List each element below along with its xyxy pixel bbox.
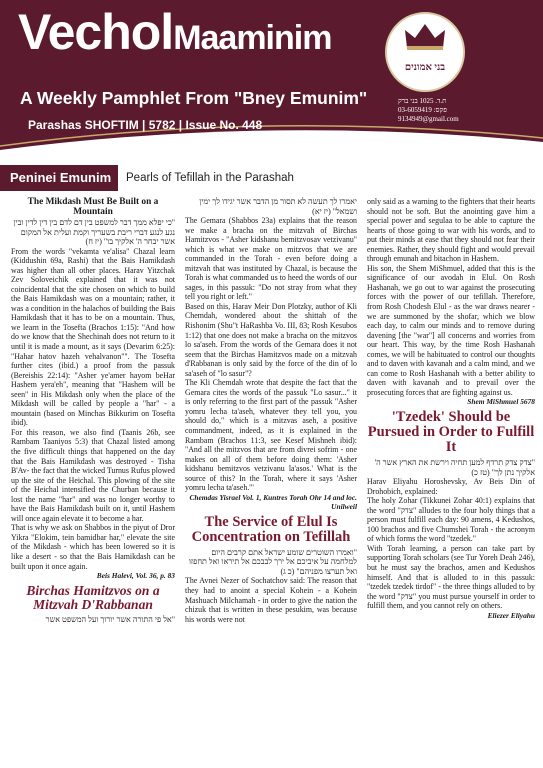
issue-line: Parashas SHOFTIM | 5782 | Issue No. 448: [28, 118, 263, 132]
article-heading: The Mikdash Must Be Built on a Mountain: [27, 197, 159, 217]
column-2: [185, 197, 357, 624]
source-citation: Eliezer Eliyahu: [487, 610, 535, 620]
contact-line: 9134949@gmail.com: [398, 115, 459, 123]
article-paragraph: That is why we ask on Shabbos in the piyut of Dror Yikra "Elokim, tein bamidbar har," elevate the site of the Mikdash - which has been lowered so it is like a desert - so that the Bais Hamikdash can be built upon it once again.: [11, 523, 175, 571]
hebrew-quote: יאמרו לך תעשה לא תסור מן הדבר אשר יגידו לך ימין ושמאל" (יז יא): [199, 197, 357, 216]
article-paragraph: The holy Zohar (Tikkunei Zohar 40:1) explains that the word "צדק" alludes to the four holy things that a person must fulfill each day: 90 amens, 4 Kedushos, 100 brachos and five Chumshei Torah - the acronym of which forms the word "tzedek.": [367, 496, 535, 544]
article-paragraph: With Torah learning, a person can take part by supporting Torah scholars (see Tur Yoreh Deah 246), but he must say the brachos, amen and Kedushos himself. And that is alluded to in this passuk: "tzedek tzedek tirdof" - the three things alluded to by the word "צדק" you must pursue yourself in order to fulfill them, and you cannot rely on others.: [367, 543, 536, 611]
article-heading: The Service of Elul Is Concentration on Tefillah: [191, 513, 351, 545]
logo-text: בני אמונים: [404, 62, 446, 73]
section-subtitle: Pearls of Tefillah in the Parashah: [126, 172, 294, 184]
article-paragraph: Harav Eliyahu Horoshevsky, Av Beis Din of Drohobich, explained:: [367, 477, 535, 496]
article-paragraph: His son, the Shem MiShmuel, added that this is the significance of our avodah in Elul. On Rosh Hashanah, we go out to war against the prosecuting forces with the power of our tefillah. Therefore, from Rosh Chodesh Elul - as the war draws nearer - we are summoned by the shofar, which we blow each day, to calm our minds and to remove during davening [the "war"] all concerns and worries from our heart. This way, by the time Rosh Hashanah comes, we will be habituated to control our thoughts and to daven with kavanah and a calm mind, and we can come to Rosh Hashanah with a better ability to daven with kavanah and to prevail over the prosecuting forces that are fighting against us.: [367, 263, 535, 397]
bney-emunim-logo: [385, 12, 465, 92]
article-paragraph: For this reason, we also find (Taanis 26b, see Rambam Taaniyos 5:3) that Chazal listed among the five difficult things that happened on the day that the Bais Hamikdash was destroyed - Tisha B'Av- the fact that the wicked Turnus Rufus plowed up the site of the Heichal. This plowing of the site of the Heichal intensified the Churban because it lost the name "har" and was no longer worthy to have the Bais Hamikdash built on it, until Hashem will once again elevate it to become a har.: [11, 427, 175, 523]
source-citation: Chemdas Yisrael Vol. 1, Kuntres Torah Ohr 14 and loc. Unilweil: [189, 492, 357, 512]
masthead-subtitle: A Weekly Pamphlet From "Bney Emunim": [20, 88, 368, 108]
article-paragraph: The Avnei Nezer of Sochatchov said: The reason that they had to anoint a special Kohein - a Kohein Mashuach Milchamah - in order to give the nation the chizuk that is written in these pesukim, was because his words were not: [185, 576, 357, 624]
column-3: [367, 197, 535, 620]
section-bar: [0, 165, 543, 191]
article-heading: Birchas Hamitzvos on a Mitzvah D'Rabbanan: [26, 582, 160, 612]
source-citation: Shem MiShmuel 5678: [467, 397, 535, 407]
contact-line: פקס: 03-6059419: [398, 106, 447, 114]
title-maaminim: Maaminim: [173, 19, 332, 57]
article-paragraph: only said as a warning to the fighters that their hearts should not be soft. But the anointing gave him a special power and segulaa to be able to capture the hearts of those going to war with his words, and to put their minds at ease that they should not fear their enemies. Rather, they should fight and would prevail through emunah and bitachon in Hashem.: [367, 197, 535, 264]
title-vechol: Vechol: [18, 4, 174, 60]
masthead-title: [18, 2, 331, 68]
article-paragraph: The Kli Chemdah wrote that despite the fact that the Gemara cites the words of the passuk "Lo sasur..." it is only referring to the first part of the passuk "Asher yomru lecha ta'aseh, whatever they tell you, you should do," which is a mitzvas aseh, a positive commandment, indeed, as it is explained in the Rambam (Brachos 11:3, see Kesef Mishneh ibid): "And all the mitzvos that are from divrei sofrim - one makes on all of them before doing them: 'Asher kidshanu bemitzvos vetzivanu la'asos.' What is the source of this? In the Torah, where it says 'Asher yomru lecha ta'aseh.'": [185, 378, 357, 493]
hebrew-quote: "צדק צדק תרדף למען תחיה וירשת את הארץ אשר ה' אלקיך נתן לך" (טז כ): [374, 458, 535, 477]
hebrew-quote: "ואמרו השוטרים שומע ישראל אתם קרבים היום למלחמה על איביכם אל ירך לבבכם אל תיראו ואל תחפזו ואל תערצו מפניהם" (כ ג): [188, 547, 357, 576]
contact-info: [398, 97, 536, 124]
crown-icon: [403, 22, 447, 52]
hebrew-quote: "כי יפלא ממך דבר למשפט בין דם לדם בין דין לדין ובין נגע לנגע דברי ריבת בשעריך וקמת ועלית אל המקום אשר יבחר ה' אלקיך בו" (יז ח): [13, 218, 175, 246]
masthead: [0, 0, 543, 158]
contact-line: ת.ד. 1025 בני ברק: [398, 97, 447, 105]
section-label: Peninei Emunim: [0, 165, 118, 191]
source-citation: Beis Halevi, Vol. 36, p. 83: [96, 571, 175, 581]
article-heading: 'Tzedek' Should be Pursued in Order to Fulfill It: [367, 409, 535, 456]
column-1: [11, 197, 175, 624]
article-paragraph: From the words "vekamta ve'alisa" Chazal learn (Kiddushin 69a, Rashi) that the Bais Hamikdash was higher than all other places. Harav Yitzchak Zev Soloveichik explained that it was not coincidental that the site chosen on which to build the Bais Hamikdash was on a mountain; rather, it was a condition in the halachos of building the Bais Hamikdash that it has to be on a mountain. Thus, we learn in the Tosefta (Brachos 1:15): "And how do we know that the Shechinah does not return to it until it is made a mount, as it says (Devarim 6:25): "Hahar hatov hazeh vehalvanon"". The Tosefta further cites (ibid.) a proof from the passuk (Bereishis 22:14): "Asher ye'amer hayom beHar Hashem yera'eh", meaning that "Hashem will be seen" in His Mikdash only when the place of the Mikdash will be called by people a "har" - a mountain (based on Minchas Bikkurim on Tosefta ibid).: [11, 246, 175, 428]
article-paragraph: The Gemara (Shabbos 23a) explains that the reason we make a bracha on the mitzvah of Birchas Hamitzvos - "Asher kidshanu bemitzvosav vetzivanu" which is what we make on mitzvos that we are commanded in the Torah - even before doing a mitzvah that was instituted by Chazal, is because the Torah is what commanded us to heed the words of our sages, in this passuk: "Do not stray from what they tell you right or left.": [185, 216, 357, 302]
hebrew-quote: "אל פי התורה אשר יורוך ועל המשפט אשר: [45, 614, 175, 624]
article-paragraph: Based on this, Harav Meir Don Plotzky, author of Kli Chemdah, wondered about the shittah of the Rishonim (Shu"t HaRashba Vo. III, 83; Rosh Kesubos 1:12) that one does not make a bracha on the mitzvos lo sa'aseh. From the words of the Gemara does it not seem that the Birchas Hamitzvos made on a mitzvah d'Rabbanan is only said by the force of the din of lo sa'aseh of "lo sasur"?: [185, 301, 357, 378]
